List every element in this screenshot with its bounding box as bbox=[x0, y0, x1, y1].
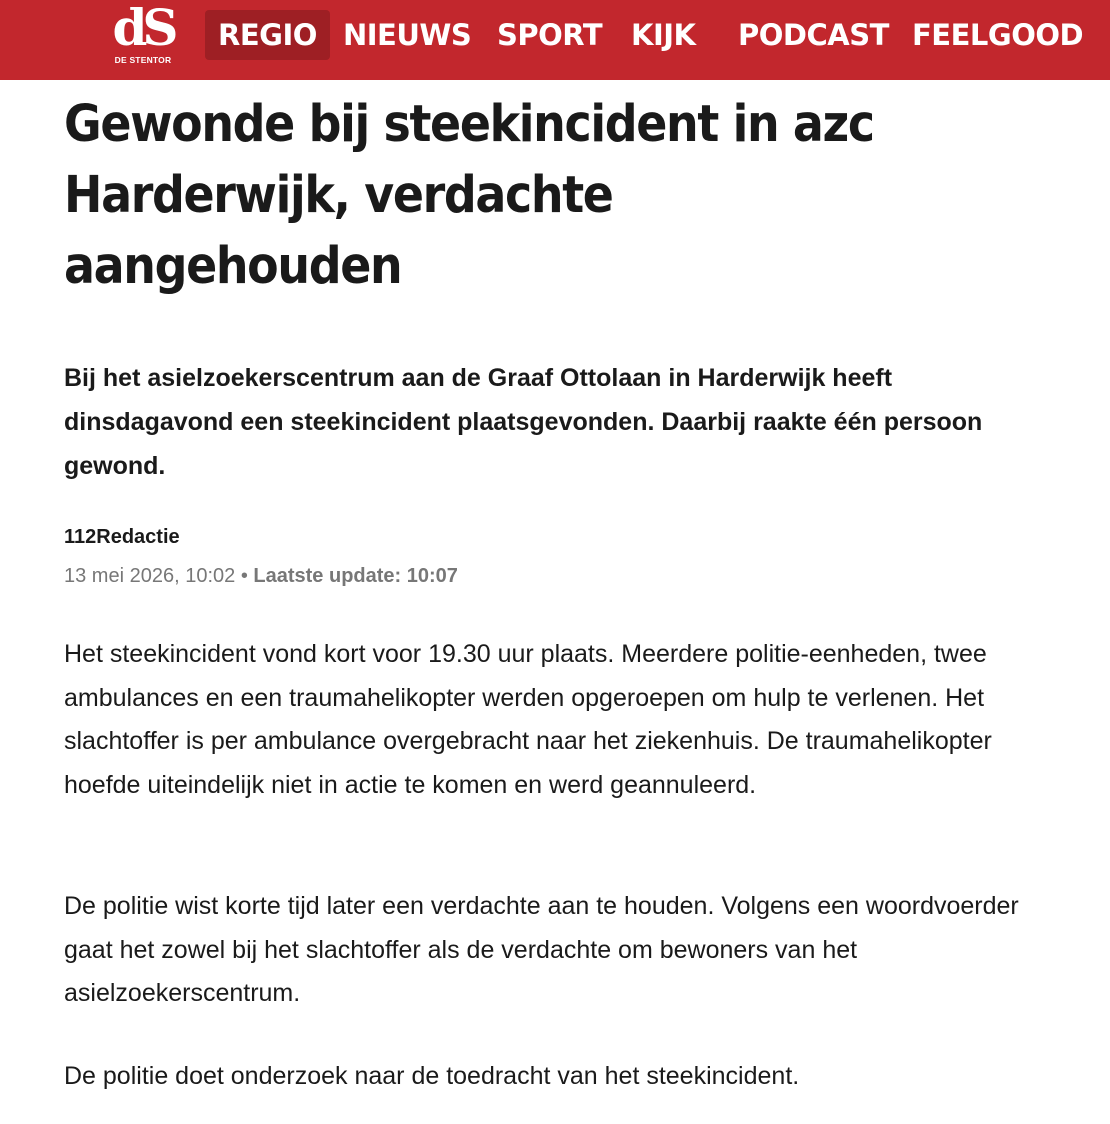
article-headline: Gewonde bij steekincident in azc Harderwijk, verdachte aangehouden bbox=[64, 95, 874, 296]
site-logo[interactable] bbox=[108, 0, 178, 68]
nav-item-nieuws[interactable]: NIEUWS bbox=[343, 18, 472, 52]
article-author[interactable]: 112Redactie bbox=[64, 526, 180, 548]
nav-item-regio[interactable]: REGIO bbox=[205, 10, 330, 60]
article-intro: Bij het asielzoekerscentrum aan de Graaf Ottolaan in Harderwijk heeft dinsdagavond een steekincident plaatsgevonden. Daarbij raakte één persoon gewond. bbox=[64, 364, 983, 480]
logo-subtitle: DE STENTOR bbox=[114, 55, 172, 65]
meta-separator: • bbox=[240, 565, 248, 587]
logo-mark: dS bbox=[112, 0, 174, 57]
nav-item-podcast[interactable]: PODCAST bbox=[738, 18, 889, 52]
publish-date: 13 mei 2026, 10:02 bbox=[64, 565, 236, 587]
article-paragraph: De politie wist korte tijd later een verdachte aan te houden. Volgens een woordvoerder gaat het zowel bij het slachtoffer als de verdachte om bewoners van het asielzoekerscentrum. bbox=[64, 892, 1019, 1007]
nav-item-feelgood[interactable]: FEELGOOD bbox=[912, 18, 1084, 52]
article-meta bbox=[64, 562, 458, 590]
nav-item-sport[interactable]: SPORT bbox=[497, 18, 603, 52]
article-paragraph: De politie doet onderzoek naar de toedracht van het steekincident. bbox=[64, 1062, 800, 1090]
nav-item-kijk[interactable]: KIJK bbox=[631, 18, 696, 52]
article-paragraph: Het steekincident vond kort voor 19.30 uur plaats. Meerdere politie-eenheden, twee ambulances en een traumahelikopter werden opgeroepen om hulp te verlenen. Het slachtoffer is per ambulance overgebracht naar het ziekenhuis. De traumahelikopter hoefde uiteindelijk niet in actie te komen en werd geannuleerd. bbox=[64, 640, 992, 799]
site-header bbox=[0, 0, 1110, 80]
last-update: Laatste update: 10:07 bbox=[253, 565, 458, 587]
